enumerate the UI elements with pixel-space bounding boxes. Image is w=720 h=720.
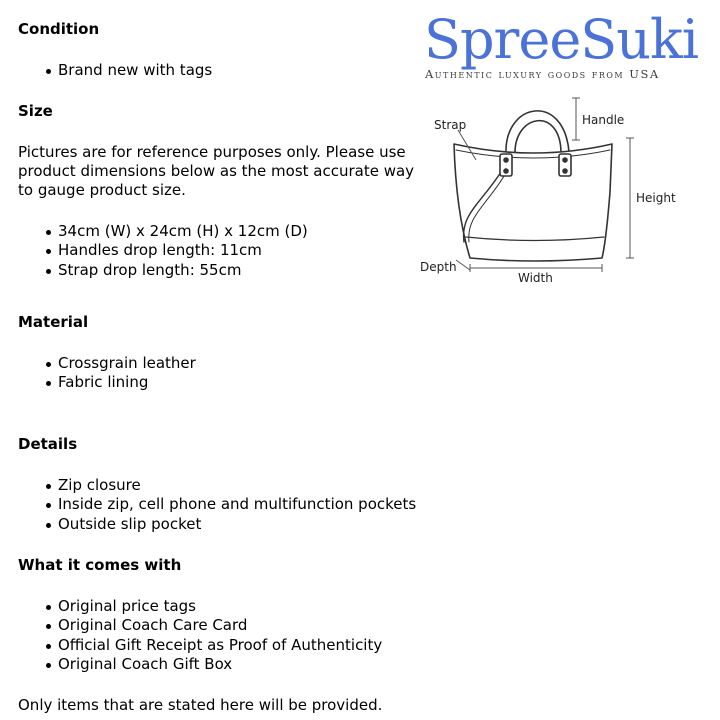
list-item: Handles drop length: 11cm — [45, 241, 308, 260]
size-list — [45, 222, 308, 280]
spreesuki-logo — [424, 10, 716, 82]
list-item: 34cm (W) x 24cm (H) x 12cm (D) — [45, 222, 308, 241]
bag-dimension-diagram — [414, 92, 694, 292]
list-item: Official Gift Receipt as Proof of Authenticity — [45, 636, 382, 655]
footer-note: Only items that are stated here will be provided. — [18, 696, 383, 714]
list-item: Strap drop length: 55cm — [45, 261, 308, 280]
condition-list — [45, 61, 212, 80]
details-heading: Details — [18, 435, 78, 453]
comes-with-list — [45, 597, 382, 674]
list-item: Inside zip, cell phone and multifunction pockets — [45, 495, 416, 514]
comes-with-heading: What it comes with — [18, 556, 182, 574]
strap-label: Strap — [434, 118, 467, 132]
list-item: Fabric lining — [45, 373, 196, 392]
list-item: Crossgrain leather — [45, 354, 196, 373]
material-list — [45, 354, 196, 393]
list-item: Outside slip pocket — [45, 515, 416, 534]
list-item: Zip closure — [45, 476, 416, 495]
logo-name: SpreeSuki — [424, 8, 699, 71]
condition-heading: Condition — [18, 20, 100, 38]
list-item: Original Coach Care Card — [45, 616, 382, 635]
details-list — [45, 476, 416, 534]
size-heading: Size — [18, 102, 53, 120]
list-item: Brand new with tags — [45, 61, 212, 80]
material-heading: Material — [18, 313, 89, 331]
list-item: Original price tags — [45, 597, 382, 616]
size-note: Pictures are for reference purposes only. Please use product dimensions below as the most accurate way to gauge product size. — [18, 143, 415, 199]
depth-label: Depth — [420, 260, 457, 274]
handle-label: Handle — [582, 113, 625, 127]
width-label: Width — [518, 271, 553, 285]
logo-tagline: Authentic luxury goods from USA — [425, 67, 660, 81]
height-label: Height — [636, 191, 676, 205]
list-item: Original Coach Gift Box — [45, 655, 382, 674]
